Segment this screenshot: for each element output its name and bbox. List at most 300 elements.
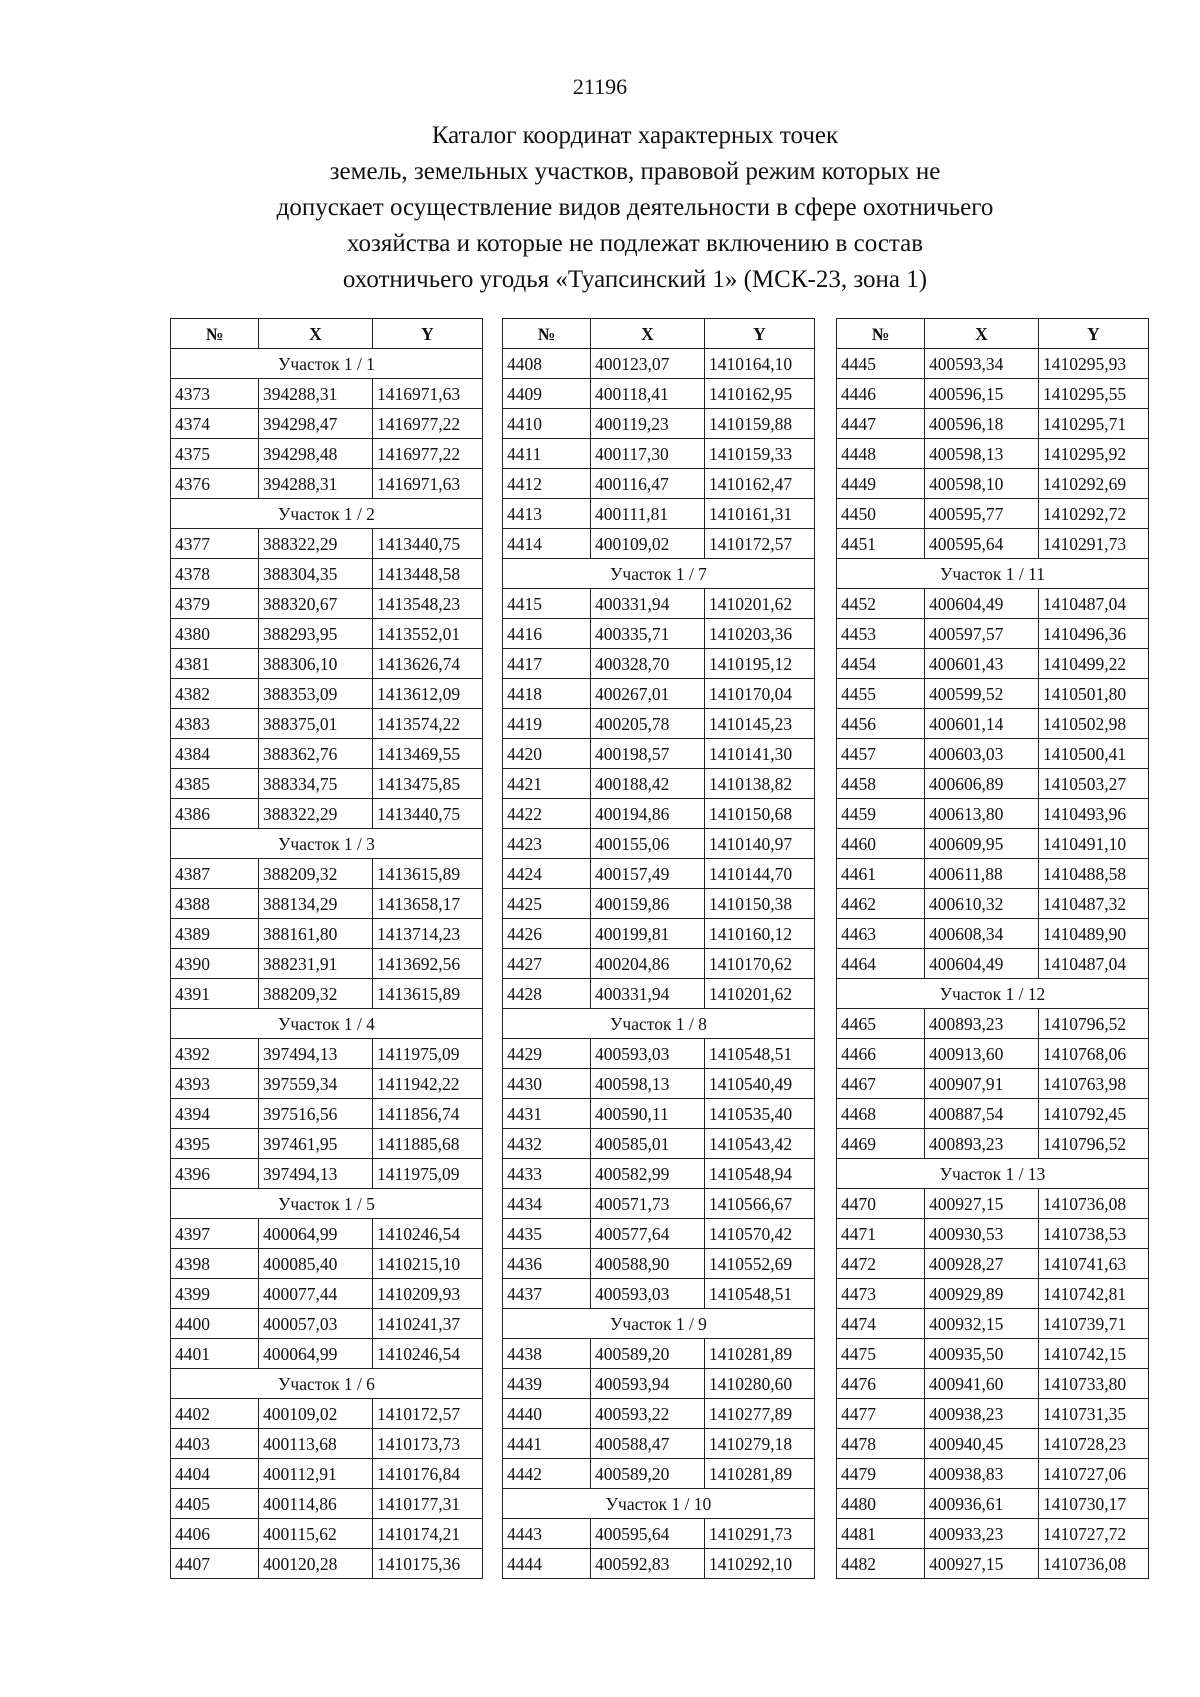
x-coordinate: 400112,91 xyxy=(259,1459,373,1489)
table-row xyxy=(503,499,815,529)
table-row xyxy=(503,739,815,769)
table-row xyxy=(837,1189,1149,1219)
y-coordinate: 1410742,81 xyxy=(1039,1279,1149,1309)
y-coordinate: 1410209,93 xyxy=(373,1279,483,1309)
point-number: 4430 xyxy=(503,1069,591,1099)
table-row xyxy=(837,709,1149,739)
y-coordinate: 1410281,89 xyxy=(705,1339,815,1369)
point-number: 4390 xyxy=(171,949,259,979)
point-number: 4406 xyxy=(171,1519,259,1549)
y-coordinate: 1410796,52 xyxy=(1039,1009,1149,1039)
table-row xyxy=(837,619,1149,649)
plot-label: Участок 1 / 3 xyxy=(171,829,483,859)
y-coordinate: 1410501,80 xyxy=(1039,679,1149,709)
table-row xyxy=(171,469,483,499)
x-coordinate: 400613,80 xyxy=(925,799,1039,829)
x-coordinate: 397461,95 xyxy=(259,1129,373,1159)
point-number: 4419 xyxy=(503,709,591,739)
x-coordinate: 400930,53 xyxy=(925,1219,1039,1249)
table-row xyxy=(171,379,483,409)
x-coordinate: 400057,03 xyxy=(259,1309,373,1339)
point-number: 4431 xyxy=(503,1099,591,1129)
table-row xyxy=(503,1279,815,1309)
table-row xyxy=(503,859,815,889)
x-coordinate: 400599,52 xyxy=(925,679,1039,709)
x-coordinate: 400927,15 xyxy=(925,1189,1039,1219)
x-coordinate: 400077,44 xyxy=(259,1279,373,1309)
table-row xyxy=(837,1249,1149,1279)
title-line: хозяйства и которые не подлежат включению в состав xyxy=(346,230,924,257)
y-coordinate: 1410768,06 xyxy=(1039,1039,1149,1069)
table-row xyxy=(503,979,815,1009)
table-row xyxy=(837,1429,1149,1459)
table-row xyxy=(503,919,815,949)
x-coordinate: 400198,57 xyxy=(591,739,705,769)
point-number: 4397 xyxy=(171,1219,259,1249)
x-coordinate: 400593,03 xyxy=(591,1279,705,1309)
point-number: 4446 xyxy=(837,379,925,409)
table-row xyxy=(837,889,1149,919)
y-coordinate: 1410548,94 xyxy=(705,1159,815,1189)
point-number: 4447 xyxy=(837,409,925,439)
x-coordinate: 400116,47 xyxy=(591,469,705,499)
table-row xyxy=(171,1159,483,1189)
y-coordinate: 1413692,56 xyxy=(373,949,483,979)
table-header-row xyxy=(503,319,815,349)
point-number: 4402 xyxy=(171,1399,259,1429)
x-coordinate: 388134,29 xyxy=(259,889,373,919)
table-row xyxy=(837,769,1149,799)
x-coordinate: 400935,50 xyxy=(925,1339,1039,1369)
y-coordinate: 1410570,42 xyxy=(705,1219,815,1249)
table-row xyxy=(837,499,1149,529)
x-coordinate: 400593,34 xyxy=(925,349,1039,379)
plot-header-row xyxy=(503,1489,815,1519)
table-row xyxy=(171,1069,483,1099)
x-coordinate: 400064,99 xyxy=(259,1219,373,1249)
x-coordinate: 400589,20 xyxy=(591,1339,705,1369)
x-coordinate: 400893,23 xyxy=(925,1129,1039,1159)
y-coordinate: 1410491,10 xyxy=(1039,829,1149,859)
y-coordinate: 1413574,22 xyxy=(373,709,483,739)
table-row xyxy=(171,1039,483,1069)
x-coordinate: 400593,22 xyxy=(591,1399,705,1429)
y-coordinate: 1413615,89 xyxy=(373,859,483,889)
table-row xyxy=(171,1279,483,1309)
table-row xyxy=(503,1219,815,1249)
point-number: 4464 xyxy=(837,949,925,979)
x-coordinate: 400331,94 xyxy=(591,979,705,1009)
table-row xyxy=(171,1429,483,1459)
point-number: 4384 xyxy=(171,739,259,769)
x-coordinate: 400927,15 xyxy=(925,1549,1039,1579)
point-number: 4376 xyxy=(171,469,259,499)
table-row xyxy=(837,739,1149,769)
table-row xyxy=(171,889,483,919)
table-row xyxy=(171,1549,483,1579)
point-number: 4374 xyxy=(171,409,259,439)
table-row xyxy=(171,1309,483,1339)
x-coordinate: 400590,11 xyxy=(591,1099,705,1129)
x-coordinate: 388209,32 xyxy=(259,979,373,1009)
header-number: № xyxy=(837,319,925,349)
y-coordinate: 1410138,82 xyxy=(705,769,815,799)
x-coordinate: 400331,94 xyxy=(591,589,705,619)
table-row xyxy=(171,1459,483,1489)
y-coordinate: 1413440,75 xyxy=(373,529,483,559)
table-row xyxy=(503,469,815,499)
y-coordinate: 1410150,38 xyxy=(705,889,815,919)
point-number: 4404 xyxy=(171,1459,259,1489)
y-coordinate: 1413658,17 xyxy=(373,889,483,919)
y-coordinate: 1410201,62 xyxy=(705,979,815,1009)
table-row xyxy=(503,1459,815,1489)
x-coordinate: 388334,75 xyxy=(259,769,373,799)
x-coordinate: 397559,34 xyxy=(259,1069,373,1099)
x-coordinate: 400577,64 xyxy=(591,1219,705,1249)
table-row xyxy=(837,829,1149,859)
point-number: 4386 xyxy=(171,799,259,829)
point-number: 4418 xyxy=(503,679,591,709)
x-coordinate: 400610,32 xyxy=(925,889,1039,919)
y-coordinate: 1416977,22 xyxy=(373,439,483,469)
point-number: 4445 xyxy=(837,349,925,379)
y-coordinate: 1410279,18 xyxy=(705,1429,815,1459)
point-number: 4434 xyxy=(503,1189,591,1219)
y-coordinate: 1411856,74 xyxy=(373,1099,483,1129)
x-coordinate: 400938,83 xyxy=(925,1459,1039,1489)
x-coordinate: 400608,34 xyxy=(925,919,1039,949)
point-number: 4410 xyxy=(503,409,591,439)
x-coordinate: 400589,20 xyxy=(591,1459,705,1489)
point-number: 4463 xyxy=(837,919,925,949)
plot-header-row xyxy=(837,1159,1149,1189)
x-coordinate: 388161,80 xyxy=(259,919,373,949)
y-coordinate: 1410295,55 xyxy=(1039,379,1149,409)
x-coordinate: 400928,27 xyxy=(925,1249,1039,1279)
header-y: Y xyxy=(1039,319,1149,349)
x-coordinate: 388375,01 xyxy=(259,709,373,739)
plot-header-row xyxy=(171,499,483,529)
point-number: 4442 xyxy=(503,1459,591,1489)
y-coordinate: 1410763,98 xyxy=(1039,1069,1149,1099)
y-coordinate: 1410172,57 xyxy=(373,1399,483,1429)
plot-header-row xyxy=(837,559,1149,589)
x-coordinate: 400940,45 xyxy=(925,1429,1039,1459)
point-number: 4416 xyxy=(503,619,591,649)
point-number: 4473 xyxy=(837,1279,925,1309)
y-coordinate: 1410487,32 xyxy=(1039,889,1149,919)
x-coordinate: 400598,10 xyxy=(925,469,1039,499)
y-coordinate: 1410730,17 xyxy=(1039,1489,1149,1519)
point-number: 4450 xyxy=(837,499,925,529)
y-coordinate: 1411975,09 xyxy=(373,1039,483,1069)
table-row xyxy=(837,1309,1149,1339)
point-number: 4438 xyxy=(503,1339,591,1369)
y-coordinate: 1410742,15 xyxy=(1039,1339,1149,1369)
x-coordinate: 400936,61 xyxy=(925,1489,1039,1519)
title-line: охотничьего угодья «Туапсинский 1» (МСК-23, зона 1) xyxy=(342,266,928,293)
point-number: 4391 xyxy=(171,979,259,1009)
table-row xyxy=(503,1189,815,1219)
x-coordinate: 400194,86 xyxy=(591,799,705,829)
plot-label: Участок 1 / 7 xyxy=(503,559,815,589)
x-coordinate: 400328,70 xyxy=(591,649,705,679)
x-coordinate: 388304,35 xyxy=(259,559,373,589)
point-number: 4427 xyxy=(503,949,591,979)
point-number: 4454 xyxy=(837,649,925,679)
table-row xyxy=(837,799,1149,829)
table-row xyxy=(503,649,815,679)
table-row xyxy=(837,1219,1149,1249)
plot-label: Участок 1 / 6 xyxy=(171,1369,483,1399)
plot-label: Участок 1 / 11 xyxy=(837,559,1149,589)
x-coordinate: 400595,64 xyxy=(925,529,1039,559)
x-coordinate: 400907,91 xyxy=(925,1069,1039,1099)
x-coordinate: 400595,64 xyxy=(591,1519,705,1549)
x-coordinate: 400205,78 xyxy=(591,709,705,739)
plot-header-row xyxy=(503,1309,815,1339)
table-row xyxy=(503,1249,815,1279)
point-number: 4452 xyxy=(837,589,925,619)
table-row xyxy=(837,529,1149,559)
x-coordinate: 400109,02 xyxy=(259,1399,373,1429)
x-coordinate: 400109,02 xyxy=(591,529,705,559)
point-number: 4439 xyxy=(503,1369,591,1399)
y-coordinate: 1413714,23 xyxy=(373,919,483,949)
y-coordinate: 1410241,37 xyxy=(373,1309,483,1339)
y-coordinate: 1410736,08 xyxy=(1039,1549,1149,1579)
x-coordinate: 388322,29 xyxy=(259,529,373,559)
table-row xyxy=(503,709,815,739)
y-coordinate: 1413469,55 xyxy=(373,739,483,769)
header-number: № xyxy=(503,319,591,349)
y-coordinate: 1410487,04 xyxy=(1039,949,1149,979)
table-row xyxy=(171,1219,483,1249)
table-row xyxy=(837,409,1149,439)
x-coordinate: 388293,95 xyxy=(259,619,373,649)
x-coordinate: 394298,47 xyxy=(259,409,373,439)
point-number: 4462 xyxy=(837,889,925,919)
plot-header-row xyxy=(171,1009,483,1039)
table-row xyxy=(171,769,483,799)
table-row xyxy=(503,619,815,649)
y-coordinate: 1416971,63 xyxy=(373,469,483,499)
table-row xyxy=(503,1519,815,1549)
x-coordinate: 400123,07 xyxy=(591,349,705,379)
table-row xyxy=(503,679,815,709)
point-number: 4412 xyxy=(503,469,591,499)
title-line: Каталог координат характерных точек xyxy=(431,122,839,149)
x-coordinate: 400913,60 xyxy=(925,1039,1039,1069)
point-number: 4428 xyxy=(503,979,591,1009)
coordinates-table-3 xyxy=(836,318,1149,1579)
table-row xyxy=(171,1129,483,1159)
y-coordinate: 1410277,89 xyxy=(705,1399,815,1429)
point-number: 4436 xyxy=(503,1249,591,1279)
table-row xyxy=(171,919,483,949)
table-row xyxy=(837,379,1149,409)
table-row xyxy=(171,1099,483,1129)
point-number: 4470 xyxy=(837,1189,925,1219)
point-number: 4448 xyxy=(837,439,925,469)
x-coordinate: 397494,13 xyxy=(259,1039,373,1069)
y-coordinate: 1410727,72 xyxy=(1039,1519,1149,1549)
y-coordinate: 1410159,88 xyxy=(705,409,815,439)
point-number: 4423 xyxy=(503,829,591,859)
table-row xyxy=(171,949,483,979)
point-number: 4398 xyxy=(171,1249,259,1279)
table-row xyxy=(503,1369,815,1399)
table-row xyxy=(171,559,483,589)
y-coordinate: 1410295,92 xyxy=(1039,439,1149,469)
point-number: 4421 xyxy=(503,769,591,799)
y-coordinate: 1410292,72 xyxy=(1039,499,1149,529)
y-coordinate: 1411975,09 xyxy=(373,1159,483,1189)
y-coordinate: 1416977,22 xyxy=(373,409,483,439)
point-number: 4414 xyxy=(503,529,591,559)
y-coordinate: 1410738,53 xyxy=(1039,1219,1149,1249)
y-coordinate: 1410141,30 xyxy=(705,739,815,769)
table-row xyxy=(837,1069,1149,1099)
header-y: Y xyxy=(705,319,815,349)
x-coordinate: 400887,54 xyxy=(925,1099,1039,1129)
y-coordinate: 1411885,68 xyxy=(373,1129,483,1159)
point-number: 4461 xyxy=(837,859,925,889)
table-row xyxy=(837,439,1149,469)
table-row xyxy=(837,919,1149,949)
point-number: 4411 xyxy=(503,439,591,469)
table-row xyxy=(503,379,815,409)
plot-header-row xyxy=(171,1189,483,1219)
x-coordinate: 400595,77 xyxy=(925,499,1039,529)
point-number: 4394 xyxy=(171,1099,259,1129)
y-coordinate: 1410548,51 xyxy=(705,1039,815,1069)
header-number: № xyxy=(171,319,259,349)
y-coordinate: 1413626,74 xyxy=(373,649,483,679)
table-row xyxy=(171,859,483,889)
x-coordinate: 400064,99 xyxy=(259,1339,373,1369)
table-row xyxy=(503,589,815,619)
point-number: 4469 xyxy=(837,1129,925,1159)
point-number: 4413 xyxy=(503,499,591,529)
y-coordinate: 1410741,63 xyxy=(1039,1249,1149,1279)
x-coordinate: 400119,23 xyxy=(591,409,705,439)
title-line: земель, земельных участков, правовой режим которых не xyxy=(329,158,941,185)
x-coordinate: 400111,81 xyxy=(591,499,705,529)
point-number: 4382 xyxy=(171,679,259,709)
point-number: 4433 xyxy=(503,1159,591,1189)
point-number: 4387 xyxy=(171,859,259,889)
x-coordinate: 397516,56 xyxy=(259,1099,373,1129)
table-row xyxy=(837,1489,1149,1519)
x-coordinate: 400159,86 xyxy=(591,889,705,919)
y-coordinate: 1410552,69 xyxy=(705,1249,815,1279)
x-coordinate: 400585,01 xyxy=(591,1129,705,1159)
y-coordinate: 1413448,58 xyxy=(373,559,483,589)
x-coordinate: 388322,29 xyxy=(259,799,373,829)
x-coordinate: 400593,03 xyxy=(591,1039,705,1069)
header-x: X xyxy=(925,319,1039,349)
x-coordinate: 400598,13 xyxy=(591,1069,705,1099)
y-coordinate: 1410500,41 xyxy=(1039,739,1149,769)
point-number: 4467 xyxy=(837,1069,925,1099)
y-coordinate: 1410499,22 xyxy=(1039,649,1149,679)
table-row xyxy=(503,349,815,379)
y-coordinate: 1410195,12 xyxy=(705,649,815,679)
point-number: 4373 xyxy=(171,379,259,409)
point-number: 4400 xyxy=(171,1309,259,1339)
plot-label: Участок 1 / 2 xyxy=(171,499,483,529)
point-number: 4405 xyxy=(171,1489,259,1519)
point-number: 4415 xyxy=(503,589,591,619)
point-number: 4478 xyxy=(837,1429,925,1459)
table-row xyxy=(503,1429,815,1459)
y-coordinate: 1410503,27 xyxy=(1039,769,1149,799)
table-header-row xyxy=(837,319,1149,349)
point-number: 4381 xyxy=(171,649,259,679)
point-number: 4471 xyxy=(837,1219,925,1249)
x-coordinate: 400188,42 xyxy=(591,769,705,799)
table-row xyxy=(503,529,815,559)
y-coordinate: 1410292,10 xyxy=(705,1549,815,1579)
plot-header-row xyxy=(503,559,815,589)
plot-header-row xyxy=(171,829,483,859)
x-coordinate: 400113,68 xyxy=(259,1429,373,1459)
x-coordinate: 388306,10 xyxy=(259,649,373,679)
point-number: 4441 xyxy=(503,1429,591,1459)
plot-label: Участок 1 / 1 xyxy=(171,349,483,379)
title-line: допускает осуществление видов деятельности в сфере охотничьего xyxy=(276,194,994,221)
point-number: 4460 xyxy=(837,829,925,859)
point-number: 4475 xyxy=(837,1339,925,1369)
x-coordinate: 400588,90 xyxy=(591,1249,705,1279)
x-coordinate: 400604,49 xyxy=(925,949,1039,979)
y-coordinate: 1410175,36 xyxy=(373,1549,483,1579)
x-coordinate: 400606,89 xyxy=(925,769,1039,799)
point-number: 4481 xyxy=(837,1519,925,1549)
table-row xyxy=(171,409,483,439)
table-row xyxy=(837,469,1149,499)
table-row xyxy=(171,979,483,1009)
table-row xyxy=(837,1459,1149,1489)
table-row xyxy=(503,1069,815,1099)
table-row xyxy=(503,1159,815,1189)
y-coordinate: 1410295,93 xyxy=(1039,349,1149,379)
point-number: 4417 xyxy=(503,649,591,679)
x-coordinate: 400117,30 xyxy=(591,439,705,469)
point-number: 4380 xyxy=(171,619,259,649)
y-coordinate: 1413615,89 xyxy=(373,979,483,1009)
x-coordinate: 400598,13 xyxy=(925,439,1039,469)
x-coordinate: 400601,14 xyxy=(925,709,1039,739)
x-coordinate: 400604,49 xyxy=(925,589,1039,619)
table-row xyxy=(837,1549,1149,1579)
plot-label: Участок 1 / 9 xyxy=(503,1309,815,1339)
y-coordinate: 1410733,80 xyxy=(1039,1369,1149,1399)
point-number: 4375 xyxy=(171,439,259,469)
y-coordinate: 1410162,47 xyxy=(705,469,815,499)
y-coordinate: 1410150,68 xyxy=(705,799,815,829)
x-coordinate: 400267,01 xyxy=(591,679,705,709)
table-row xyxy=(837,1009,1149,1039)
y-coordinate: 1410489,90 xyxy=(1039,919,1149,949)
point-number: 4422 xyxy=(503,799,591,829)
y-coordinate: 1410161,31 xyxy=(705,499,815,529)
y-coordinate: 1410487,04 xyxy=(1039,589,1149,619)
table-row xyxy=(171,1339,483,1369)
y-coordinate: 1410731,35 xyxy=(1039,1399,1149,1429)
